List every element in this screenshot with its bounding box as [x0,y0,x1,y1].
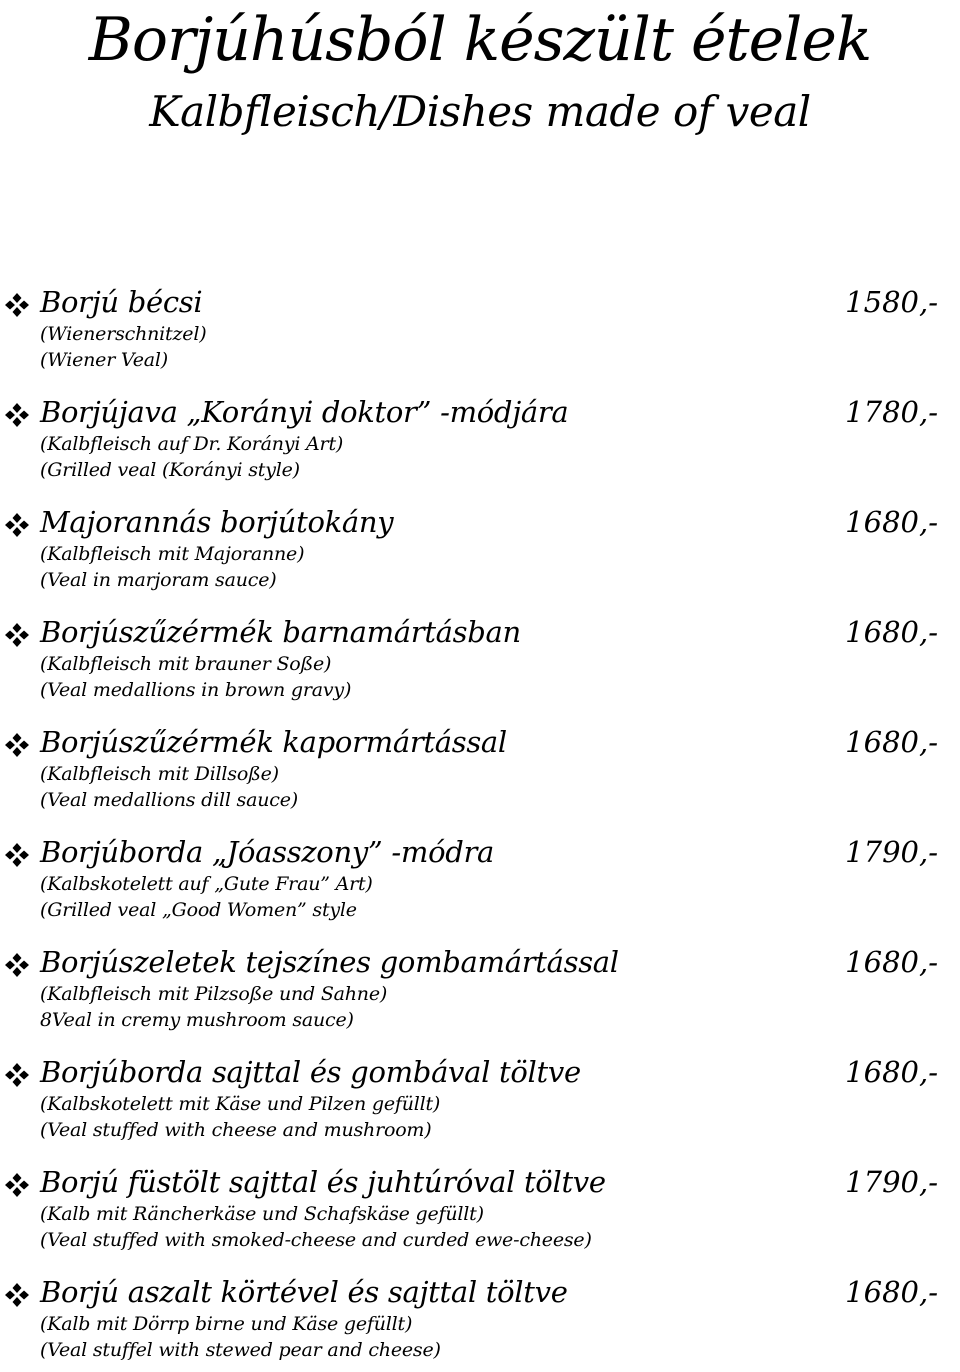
menu-item [0,282,960,382]
item-description-english: (Veal stuffel with stewed pear and cheese) [40,1339,441,1361]
item-price: 1790,- [845,1165,938,1199]
item-description-german: (Kalbskotelett mit Käse und Pilzen gefüllt) [40,1093,441,1115]
item-price: 1680,- [845,1055,938,1089]
item-description-german: (Kalbfleisch mit brauner Soße) [40,653,332,675]
item-price: 1680,- [845,505,938,539]
item-description-english: 8Veal in cremy mushroom sauce) [40,1009,354,1031]
item-description-english: (Veal medallions in brown gravy) [40,679,352,701]
item-description-english: (Veal medallions dill sauce) [40,789,298,811]
menu-item [0,1052,960,1152]
item-description-german: (Kalbfleisch mit Majoranne) [40,543,305,565]
four-diamond-bullet-icon [4,1172,30,1198]
item-price: 1780,- [845,395,938,429]
item-price: 1580,- [845,285,938,319]
item-description-german: (Kalbskotelett auf „Gute Frau” Art) [40,873,373,895]
item-name: Borjúszűzérmék barnamártásban [40,615,521,649]
item-name: Borjúszűzérmék kapormártással [40,725,507,759]
item-name: Borjú aszalt körtével és sajttal töltve [40,1275,568,1309]
item-description-english: (Veal stuffed with smoked-cheese and curded ewe-cheese) [40,1229,592,1251]
item-description-german: (Wienerschnitzel) [40,323,207,345]
item-description-german: (Kalb mit Dörrp birne und Käse gefüllt) [40,1313,413,1335]
menu-item [0,612,960,712]
four-diamond-bullet-icon [4,842,30,868]
item-price: 1680,- [845,945,938,979]
menu-item [0,1272,960,1372]
item-name: Borjúborda sajttal és gombával töltve [40,1055,581,1089]
item-name: Majorannás borjútokány [40,505,394,539]
item-description-english: (Wiener Veal) [40,349,168,371]
item-name: Borjújava „Korányi doktor” -módjára [40,395,569,429]
item-price: 1790,- [845,835,938,869]
menu-item [0,832,960,932]
four-diamond-bullet-icon [4,1282,30,1308]
menu-item [0,722,960,822]
menu-item [0,1162,960,1262]
item-name: Borjúszeletek tejszínes gombamártással [40,945,619,979]
item-description-english: (Veal in marjoram sauce) [40,569,277,591]
menu-item [0,502,960,602]
item-description-german: (Kalbfleisch mit Dillsoße) [40,763,279,785]
item-description-english: (Grilled veal (Korányi style) [40,459,300,481]
item-price: 1680,- [845,615,938,649]
four-diamond-bullet-icon [4,1062,30,1088]
four-diamond-bullet-icon [4,622,30,648]
item-description-german: (Kalbfleisch auf Dr. Korányi Art) [40,433,344,455]
item-price: 1680,- [845,1275,938,1309]
menu-item [0,392,960,492]
item-name: Borjú füstölt sajttal és juhtúróval töltve [40,1165,606,1199]
menu-item [0,942,960,1042]
page-title: Borjúhúsból készült ételek [88,5,872,75]
item-price: 1680,- [845,725,938,759]
item-description-english: (Grilled veal „Good Women” style [40,899,357,921]
item-description-german: (Kalb mit Räncherkäse und Schafskäse gefüllt) [40,1203,484,1225]
item-name: Borjúborda „Jóasszony” -módra [40,835,495,869]
four-diamond-bullet-icon [4,732,30,758]
item-description-german: (Kalbfleisch mit Pilzsoße und Sahne) [40,983,388,1005]
four-diamond-bullet-icon [4,292,30,318]
four-diamond-bullet-icon [4,402,30,428]
four-diamond-bullet-icon [4,512,30,538]
item-description-english: (Veal stuffed with cheese and mushroom) [40,1119,432,1141]
four-diamond-bullet-icon [4,952,30,978]
item-name: Borjú bécsi [40,285,203,319]
page-subtitle: Kalbfleisch/Dishes made of veal [149,87,811,136]
